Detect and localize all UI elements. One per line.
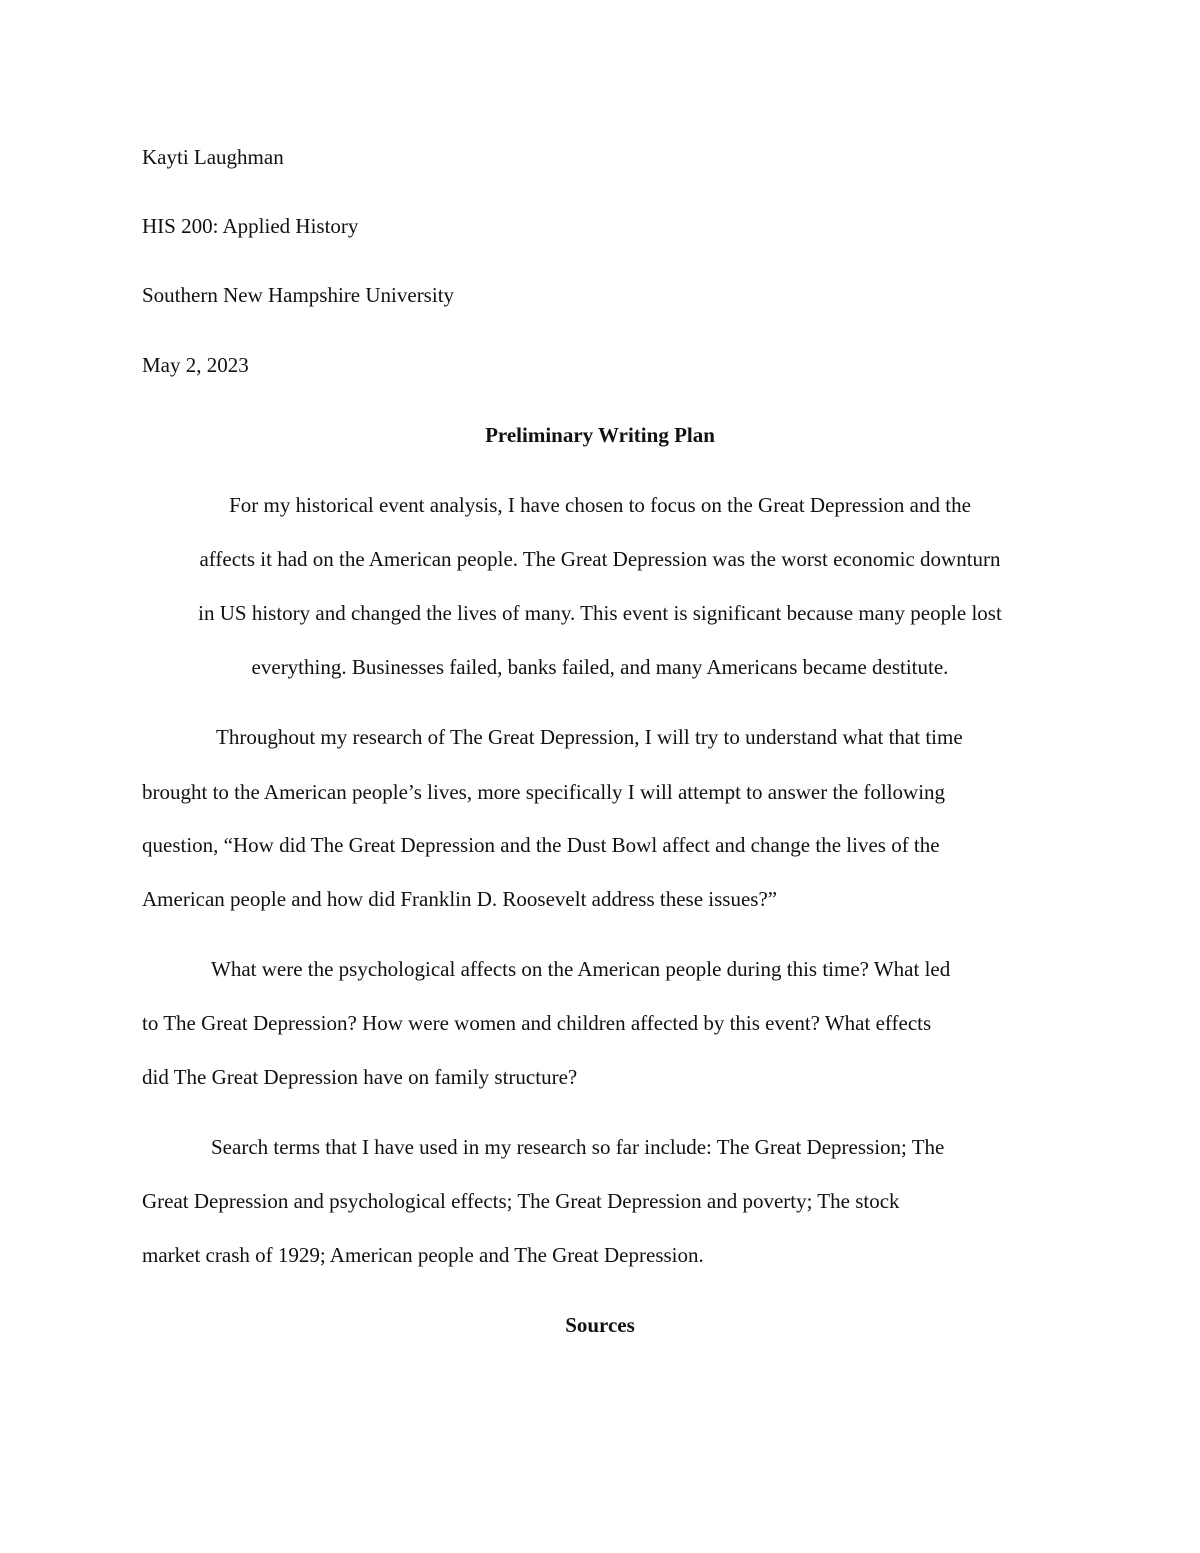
paragraph-1-line-1: For my historical event analysis, I have chosen to focus on the Great Depression and the [229, 493, 971, 517]
author-name: Kayti Laughman [142, 145, 284, 169]
paragraph-2-line-2: brought to the American people’s lives, more specifically I will attempt to answer the following [142, 780, 946, 804]
paragraph-3-line-1: What were the psychological affects on the American people during this time? What led [211, 957, 951, 981]
paragraph-1-line-4: everything. Businesses failed, banks failed, and many Americans became destitute. [251, 655, 949, 679]
paragraph-4-line-3: market crash of 1929; American people and The Great Depression. [142, 1243, 704, 1267]
paragraph-2-line-1: Throughout my research of The Great Depression, I will try to understand what that time [216, 725, 963, 749]
paragraph-1-line-3: in US history and changed the lives of many. This event is significant because many people lost [198, 601, 1002, 625]
paragraph-1-line-2: affects it had on the American people. The Great Depression was the worst economic downturn [199, 547, 1001, 571]
course-name: HIS 200: Applied History [142, 214, 359, 238]
sources-heading: Sources [565, 1313, 635, 1337]
paragraph-2-line-4: American people and how did Franklin D. Roosevelt address these issues?” [142, 887, 778, 911]
institution-name: Southern New Hampshire University [142, 283, 455, 307]
paragraph-4-line-2: Great Depression and psychological effects; The Great Depression and poverty; The stock [142, 1189, 900, 1213]
paragraph-3-line-3: did The Great Depression have on family structure? [142, 1065, 578, 1089]
document-date: May 2, 2023 [142, 353, 249, 377]
paragraph-4-line-1: Search terms that I have used in my research so far include: The Great Depression; The [211, 1135, 945, 1159]
paragraph-3-line-2: to The Great Depression? How were women and children affected by this event? What effects [142, 1011, 932, 1035]
paragraph-2-line-3: question, “How did The Great Depression and the Dust Bowl affect and change the lives of the [142, 833, 940, 857]
document-title: Preliminary Writing Plan [485, 423, 715, 447]
